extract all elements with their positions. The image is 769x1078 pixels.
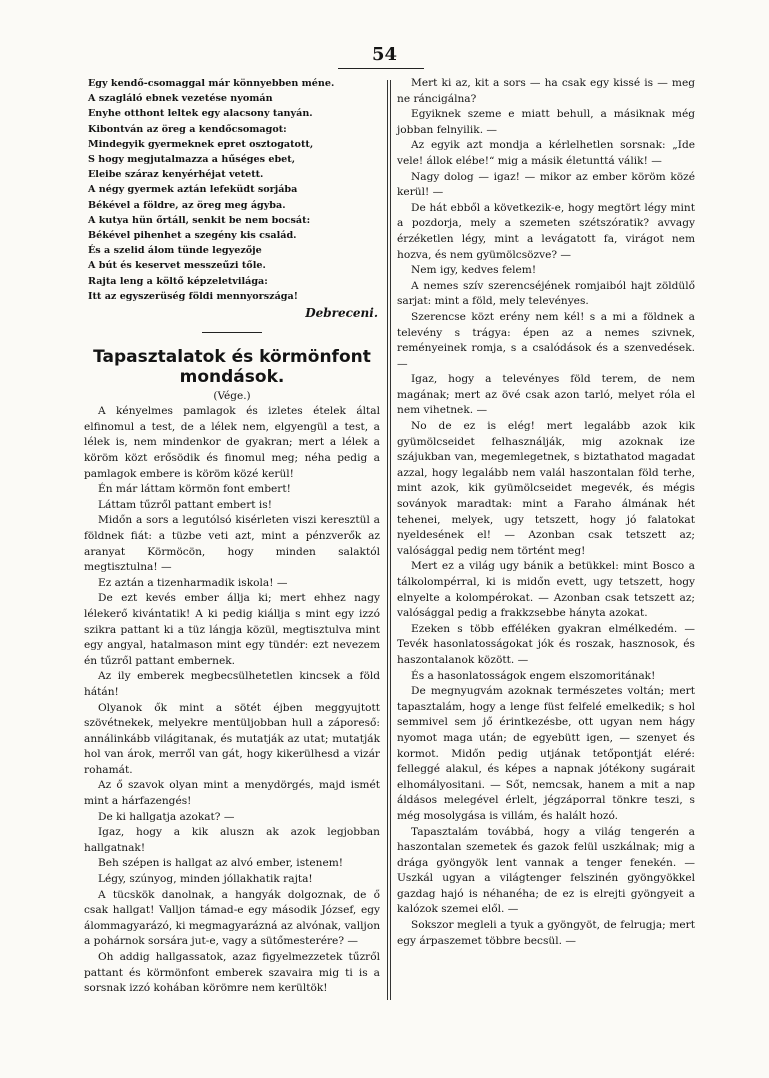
paragraph: Nagy dolog — igaz! — mikor az ember köröm közé kerül! — xyxy=(397,170,695,199)
paragraph: Mert ez a világ ugy bánik a betükkel: mint Bosco a tálkolompérral, ki is midőn evett, ugy tetszett, hogy elnyelte a kolompérokat. — Azonban csak tetszett az; valósággal pedig a frakkzsebbe hányta azokat. xyxy=(397,560,695,620)
paragraph: No de ez is elég! mert legalább azok kik gyümölcseidet felhasználják, mig azoknak ize szájukban van, megemlegetnek, s biztathatod magadat azzal, hogy legalább nem valál haszontalan föld terhe, mint azok, kik gyümölcseidet megevék, és mégis soványok maradtak: mint a Faraho álmának hét tehenei, melyek, ugy tetszett, hogy jó falatokat nyeldesének el! — Azonban csak tetszett az; valósággal pedig nem történt meg! xyxy=(397,420,695,557)
poem-line: A bút és keservet messzeűzi tőle. xyxy=(88,260,266,272)
paragraph: De hát ebből a következik-e, hogy megtört légy mint a pozdorja, mely a szemeten szétszóratik? avvagy érzéketlen légy, mint a levágatott fa, virágot nem hozva, és nem gyümölcsözve? — xyxy=(397,201,695,261)
article-title xyxy=(84,347,380,387)
article-title-line2: mondások. xyxy=(179,366,285,387)
paragraph: De ki hallgatja azokat? — xyxy=(98,810,235,823)
page-number: 54 xyxy=(371,44,398,65)
paragraph: Olyanok ők mint a sötét éjben meggyujtott szövétnekek, melyekre mentüljobban hull a záporeső: annálinkább világitanak, és mutatják az utat; mutatják hol van árok, merről van gát, hogy kikerülhesd a vizár rohamát. xyxy=(84,701,380,776)
section-separator xyxy=(202,332,262,333)
poem-line: Egy kendő-csomaggal már könnyebben méne. xyxy=(88,78,335,89)
paragraph: Ez aztán a tizenharmadik iskola! — xyxy=(98,576,288,589)
poem xyxy=(88,76,380,304)
paragraph: Tapasztalám továbbá, hogy a világ tengerén a haszontalan szemetek és gazok felül uszkálnak; mig a drága gyöngyök lent vannak a tenger fenekén. — Uszkál ugyan a világtenger felszinén gyöngyökkel gazdag hajó is néhanéha; de ez is elrejti gyöngyeit a kalózok szemei elől. — xyxy=(397,825,695,916)
poem-line: És a szelid álom tünde legyezője xyxy=(88,245,262,257)
poem-line: A szagláló ebnek vezetése nyomán xyxy=(88,93,273,105)
paragraph: A nemes szív szerencséjének romjaiból hajt zöldülő sarjat: mint a föld, mely televényes. xyxy=(397,279,695,308)
right-column xyxy=(397,76,695,949)
column-divider xyxy=(387,80,391,1000)
paragraph: Beh szépen is hallgat az alvó ember, istenem! xyxy=(98,857,344,870)
poem-line: Békével a földre, az öreg meg ágyba. xyxy=(88,199,286,211)
paragraph: Láttam tűzről pattant embert is! xyxy=(98,498,272,511)
right-body xyxy=(397,76,695,949)
paragraph: Oh addig hallgassatok, azaz figyelmezzetek tűzről pattant és körmönfont emberek szavaira mig ti is a sorsnak izzó kohában körömre nem kerültök! xyxy=(84,951,380,995)
poem-line: Mindegyik gyermeknek epret osztogatott, xyxy=(88,138,314,150)
paragraph: Midőn a sors a legutólsó kisérleten viszi keresztül a földnek fiát: a tüzbe veti azt, mint a pénzverők az aranyat Körmöcön, hogy minden salaktól megtisztulna! — xyxy=(84,514,380,574)
header-rule xyxy=(338,68,424,69)
poem-line: Itt az egyszerüség földi mennyországa! xyxy=(88,290,298,302)
paragraph: Nem igy, kedves felem! xyxy=(411,264,537,277)
paragraph: Mert ki az, kit a sors — ha csak egy kissé is — meg ne ráncigálna? xyxy=(397,77,695,105)
article-title-line1: Tapasztalatok és körmönfont xyxy=(93,346,371,367)
poem-line: Enyhe otthont leltek egy alacsony tanyán. xyxy=(88,108,313,120)
paragraph: Szerencse közt erény nem kél! s a mi a földnek a televény s trágya: épen az a nemes szivnek, reményeinek romja, s a csalódások és a szenvedések. — xyxy=(397,310,695,370)
poem-line: Békével pihenhet a szegény kis család. xyxy=(88,230,297,242)
poem-line: A kutya hün őrtáll, senkit be nem bocsát: xyxy=(88,214,311,226)
paragraph: A kényelmes pamlagok és izletes ételek által elfinomul a test, de a lélek nem, elgyengül a test, a lélek is, nem mindenkor de gyakran; mert a lélek a köröm közt erősödik és finomul meg; néha pedig a pamlagok embere is köröm közé kerül! xyxy=(84,405,380,480)
paragraph: Az ily emberek megbecsülhetetlen kincsek a föld hátán! xyxy=(84,670,380,698)
poem-line: Rajta leng a költő képzeletvilága: xyxy=(88,275,268,287)
poem-signature: Debreceni. xyxy=(305,306,378,321)
paragraph: Én már láttam körmön font embert! xyxy=(98,483,291,496)
paragraph: Sokszor megleli a tyuk a gyöngyöt, de felrugja; mert egy árpaszemet többre becsül. — xyxy=(397,919,695,947)
paragraph: Az ő szavok olyan mint a menydörgés, majd ismét mint a hárfazengés! xyxy=(84,779,380,808)
poem-line: S hogy megjutalmazza a hűséges ebet, xyxy=(88,154,296,166)
paragraph: A tücskök danolnak, a hangyák dolgoznak, de ő csak hallgat! Valljon támad-e egy második József, egy álommagyarázó, ki megmagyarázná az alvónak, valljon a pohárnok sorsára jut-e, vagy a sütőmesterére? — xyxy=(84,888,381,948)
poem-line: Kibontván az öreg a kendőcsomagot: xyxy=(88,123,287,135)
paragraph: De megnyugvám azoknak természetes voltán; mert tapasztalám, hogy a lenge füst felfelé emelkedik; s hol semmivel sem jő érintkezésbe, ott ugyan nem hágy nyomot maga után; de egyebütt igen, — szenyet és kormot. Midőn pedig utjának tetőpontját eléré: felleggé alakul, és képes a napnak jótékony sugárait elhomályositani. — Sőt, nemcsak, hanem a mit a nap áldásos melegével érlelt, jégzáporral tönkre teszi, s még mosolygása is villám, és halált hozó. xyxy=(397,685,695,822)
article-subtitle: (Vége.) xyxy=(213,389,251,402)
paragraph: Igaz, hogy a kik aluszn ak azok legjobban hallgatnak! xyxy=(84,826,380,854)
poem-line: A négy gyermek aztán lefeküdt sorjába xyxy=(88,184,298,196)
paragraph: Az egyik azt mondja a kérlelhetlen sorsnak: „Ide vele! állok elébe!“ mig a másik életunttá válik! — xyxy=(397,139,695,167)
left-body xyxy=(84,404,380,997)
poem-line: Eleibe száraz kenyérhéjat vetett. xyxy=(88,169,264,181)
left-column xyxy=(84,76,380,997)
paragraph: Igaz, hogy a televényes föld terem, de nem magának; mert az övé csak azon tarló, melyet róla el nem vihetnek. — xyxy=(397,373,695,417)
paragraph: Légy, szúnyog, minden jóllakhatik rajta! xyxy=(98,873,313,886)
paragraph: Egyiknek szeme e miatt behull, a másiknak még jobban felnyilik. — xyxy=(397,108,695,136)
paragraph: És a hasonlatosságok engem elszomoritának! xyxy=(411,669,656,682)
paragraph: De ezt kevés ember állja ki; mert ehhez nagy lélekerő kivántatik! A ki pedig kiállja s mint egy izzó szikra pattant ki a tüz lángja közül, megtisztulva mint egy angyal, hatalmason mint egy tündér: ezt nevezem én tűzről pattant embernek. xyxy=(84,592,380,667)
paragraph: Ezeken s több efféléken gyakran elmélkedém. — Tevék hasonlatosságokat jók és roszak, hasznosok, és haszontalanok között. — xyxy=(397,622,695,666)
